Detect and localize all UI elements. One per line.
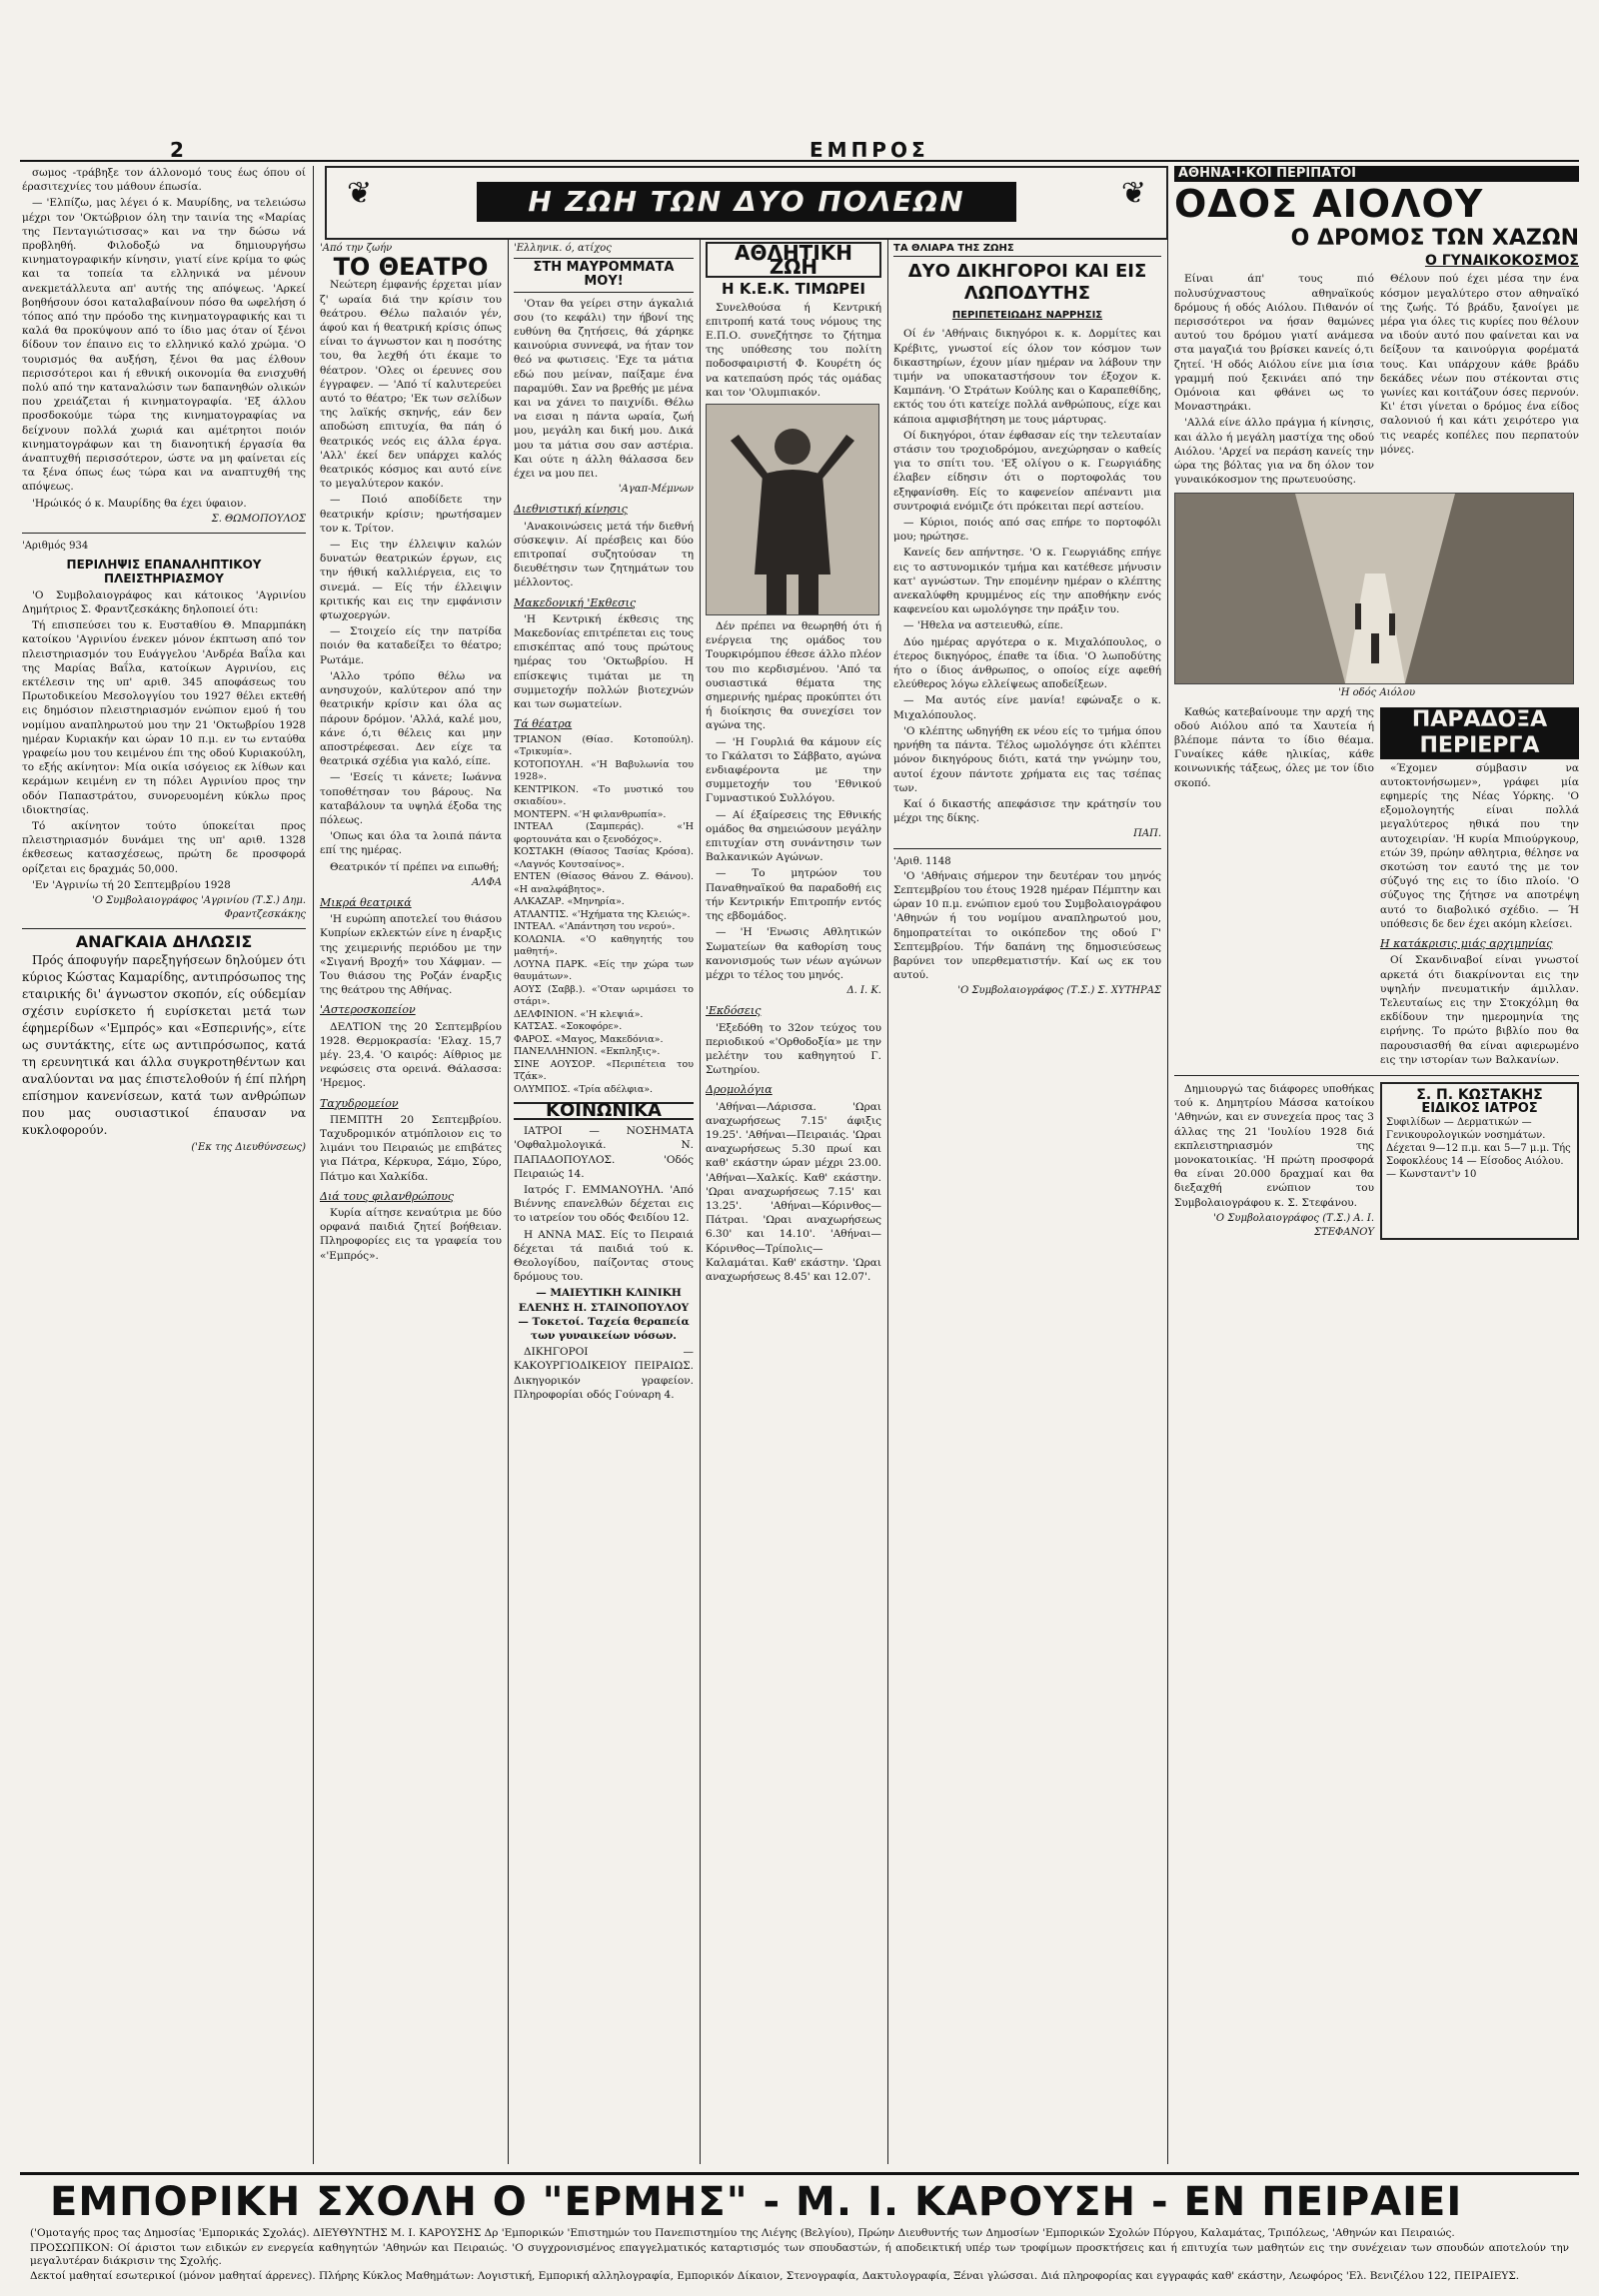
street-photo [1174, 493, 1574, 684]
athlete-photo-image [707, 405, 878, 614]
theatre-item: ΙΝΤΕΑΛ (Σαμπεράς). «'Η φορτουνάτα και ο ξενοδόχος». [514, 821, 694, 845]
article-paragraph: 'Αλλο τρόπο θέλω να ανησυχούν, καλύτερον από την θεατρικήν κρίσιν και όλα ας πάρουν δρόμον. 'Αλλά, καλέ μου, κάνε ό,τι θέλεις και μην αποστρέφεσαι. Δεν είχε τα θεατρικά σχέδια για καλό, είπε. [320, 669, 502, 768]
notice-body: 'Ο 'Αθήναις σήμερον την δευτέραν του μηνός Σεπτεμβρίου του έτους 1928 ημέραν Πέμπτην και ώραν 10 π.μ. ενώπιον εμού του Συμβολαιογράφου 'Αθηνών ή του νομίμου αναπληρωτού μου, δημοπρατείται το οικόπεδον της οδού Γ' Σεπτεμβρίου. Τήν δαπάνη της δημοσιεύσεως βαρύνει τον υπερθεματιστήν. Καί ως εκ του αυτού. [893, 869, 1161, 982]
photo-caption: 'Η οδός Αιόλου [1337, 687, 1416, 699]
theatre-item: ΠΑΝΕΛΛΗΝΙΟΝ. «Εκπληξις». [514, 1046, 661, 1057]
notice-body: Δημιουργώ τας διάφορες υποθήκας τού κ. Δημητρίου Μάσσα κατοίκου 'Αθηνών, και εν συνεχεία προς τας 3 άλλας της 21 'Ιουλίου 1928 διά εκπλειστηριασμόν της μονοκατοικίας. 'Η πρώτη προσφορά θα είναι 20.000 δραχμαί και θα διεξαχθή ενώπιον του Συμβολαιογράφου κ. Σ. Στεφάνου. [1174, 1082, 1374, 1209]
notice-paragraph: Τό ακίνητον τούτο ύποκείται προς πλειστηριασμόν δυνάμει της υπ' αριθ. 1328 έκθεσεως κατασχέσεως, πρώτη δε προσφορά ορίζεται εις δραχμάς 50,000. [22, 819, 306, 875]
article-subtitle: Ο ΔΡΟΜΟΣ ΤΩΝ ΧΑΖΩΝ [1290, 226, 1579, 252]
article-title: ΤΟ ΘΕΑΤΡΟ [333, 253, 489, 282]
article-text-block [1174, 272, 1374, 489]
sidebar-block [1380, 705, 1579, 1069]
notice-paragraph: Τή επισπεύσει του κ. Ευσταθίου Θ. Μπαρμπάκη κατοίκου 'Αγρινίου ένεκεν μόνον έκπτωση από τον πλειστηριασμόν του Ευάγγελου 'Ανδρέα Βαΐλα και της Μαρίας Βαΐλα, κατοίκων Αγρινίου, εις εκτέλεσιν της υπ' αριθ. 345 αποφάσεως του Πρωτοδικείου Μεσολογγίου του 1927 θέλει εκτεθή εις δημόσιον πλειστηριασμόν ενώπιον εμού ή του νομίμου αναπληρωτού μου την 21 'Οκτωβρίου 1928 ημέραν Κυριακήν και ώραν 10 π.μ. εν τω ενταύθα γραφείω μου του κειμένου έπι της οδού Κυριακούλη, το εξής ακίνητον: Μία οικία ισόγειος εκ λίθων και κεράμων κειμένη εν τη πόλει Αγρινίου προς την οδόν Παπαστράτου, συνορευομένη κύκλω προς ιδιοκτησίας. [22, 619, 306, 816]
article-paragraph: Δέν πρέπει να θεωρηθή ότι ή ενέργεια της ομάδος του Τουρκιρόμπου έθεσε άλλο πλέον του πιο κερδισμένου. 'Από τα ουσιαστικά θέματα της σημερινής ημέρας προκύπτει ότι ή διοίκησις θα συνεχίσει τον αγώνα της. [706, 620, 881, 732]
section-title: Ο ΓΥΝΑΙΚΟΚΟΣΜΟΣ [1424, 253, 1579, 270]
doctor-name: Σ. Π. ΚΩΣΤΑΚΗΣ [1416, 1086, 1543, 1103]
doctor-title: ΕΙΔΙΚΟΣ ΙΑΤΡΟΣ [1421, 1101, 1538, 1117]
article-paragraph: Θεατρικόν τί πρέπει να ειπωθή; [330, 860, 500, 873]
subsection-body: Οί Σκανδιναβοί είναι γνωστοί αρκετά ότι διακρίνονται εις την υψηλήν πνευματικήν άμιλλαν. Τελευταίως εις την Στοκχόλμη θα εκδίδουν την ημερομηνία της ειρήνης. Το πρώτο βιβλίο που θα παρουσιασθή θα είναι αφιερωμένο εις την ιστορίαν των Βαλκανίων. [1380, 954, 1579, 1066]
theatre-item: ΜΟΝΤΕΡΝ. «'Η φιλανθρωπία». [514, 808, 667, 820]
section-banner [325, 166, 1168, 240]
social-section-title: ΚΟΙΝΩΝΙΚΑ [514, 1102, 694, 1120]
article-paragraph: Κανείς δεν απήντησε. 'Ο κ. Γεωργιάδης επήγε εις το αστυνομικόν τμήμα και κατέθεσε μήνυσιν κατ' αγνώστων. Την επομένην ημέραν ο κλέπτης ανεκαλύφθη κρυμμένος είς την αποθήκην ενός καφενείου και ωμολόγησε την πράξιν του. [893, 547, 1161, 616]
theatre-item: ΚΟΛΩΝΙΑ. «'Ο καθηγητής του μαθητή». [514, 933, 694, 957]
article-top-row [1174, 272, 1579, 489]
article-text-block [1174, 705, 1374, 1069]
article-text-block [1380, 272, 1579, 489]
notice-paragraph: 'Ο Συμβολαιογράφος και κάτοικος 'Αγρινίου Δημήτριος Σ. Φραντζεσκάκης δηλοποιεί ότι: [22, 588, 306, 615]
theatre-item: ΚΟΣΤΑΚΗ (Θίασος Τασίας Κρόσα). «Λαγνός Κουτσαίνος». [514, 846, 694, 870]
theatre-item: ΑΤΛΑΝΤΙΣ. «'Ηχήματα της Κλειώς». [514, 908, 691, 920]
subsection-body: Κυρία αίτησε κεναύτρια με δύο ορφανά παιδιά ζητεί βοήθειαν. Πληροφορίες εις τα γραφεία του «'Εμπρός». [320, 1207, 502, 1262]
notice-number: 'Αριθμός 934 [22, 541, 89, 553]
page-header [20, 138, 1579, 162]
theatre-item: ΦΑΡΟΣ. «Μαγος, Μακεδόνια». [514, 1033, 664, 1045]
article-paragraph: 'Ο κλέπτης ωδηγήθη εκ νέου είς το τμήμα όπου ηρνήθη τα πάντα. Τέλος ωμολόγησε ότι κλέπτει μόνον δικηγόρους διότι, κατά την γνώμην του, αυτοί έχουν πάντοτε χρήματα εις τας τσέπας των. [893, 724, 1161, 794]
ornament-right-icon: ❦ [1120, 176, 1146, 211]
article-paragraph: — 'Ελπίζω, μας λέγει ό κ. Μαυρίδης, να τελειώσω μέχρι τον 'Οκτώβριον όλη την ταινία της «Μαρίας της Πενταγιώτισσας» και να την δώσω νά προβληθή. Φιλοδοξώ να δημιουργήσω κινηματογραφικήν κίνησιν, γιατί είνε κρίμα το φώς και τα τοπεία τα ελληνικά να μένουν ανεκμετάλλευτα απ' αυτής της απόψεως. 'Αρκεί βοηθήσουν όσοι καταλαβαίνουν πόσο θα ωφελήση ό τόπος από την πρόοδο της κινηματογραφικής και τι καλά θα προκύψουν από το ίδιο μας όταν οί ξένοι δίδουν τον έπαινο εις το ελληνικό καλό χρώμα. 'Ο τουρισμός θα αυξήση, ξένοι θα μας έλθουν περισσότεροι και ή εθνική οικονομία θα ενισχυθή πολύ από την καταναλώσιν των δαπανηθών ολικών που χρειάζεται ή κινηματογραφία. 'Εξ άλλου προσδοκούμε τώρα της κινηματογραφίας να δείχνουν πολλά χωριά και αμέτρητοι ποιόν κινηματογράφων και τη διανοητική έργασία θα άναπτυχθή περισσότερον, ώστε να μη φαίνεται είς τα ξένα όπως έως τώρα και να αναπτυχθή της απόψεως. [22, 197, 306, 494]
notice-signature: 'Ο Συμβολαιογράφος (Τ.Σ.) Α. Ι. ΣΤΕΦΑΝΟΥ [1213, 1212, 1374, 1238]
article-kicker: 'Από την ζωήν [320, 243, 393, 254]
column-divider [887, 240, 888, 2164]
doctor-details: Συφιλίδων — Δερματικών — Γενικουρολογικών νοσημάτων. Δέχεται 9—12 π.μ. και 5—7 μ.μ. Τής Σοφοκλέους 14 — Είσοδος Αιόλου. — Κωνσταντ'ν 10 [1386, 1117, 1571, 1181]
athlete-photo [706, 404, 879, 615]
advertisement-text: Δεκτοί μαθηταί εσωτερικοί (μόνον μαθηταί άρρενες). Πλήρης Κύκλος Μαθημάτων: Λογιστική, Εμπορική αλληλογραφία, Εμπορικόν Δίκαιον, Στενογραφία, Δακτυλογραφία, Ξέναι γλώσσαι. Διά πληροφορίας και εγγραφάς καθ' εκάστην, Λεωφόρος 'Ελ. Βενιζέλου 122, ΠΕΙΡΑΙΕΥΣ. [30, 2270, 1520, 2282]
article-kicker: ΤΑ ΘΛΙΑΡΑ ΤΗΣ ΖΩΗΣ [893, 242, 1161, 257]
section-kicker: ΑΘΗΝΑ·Ι·ΚΟΙ ΠΕΡΙΠΑΤΟΙ [1174, 166, 1579, 182]
article-title: ΑΘΛΗΤΙΚΗ ΖΩΗ [706, 242, 881, 278]
social-item: ΙΑΤΡΟΙ — ΝΟΣΗΜΑΤΑ 'Οφθαλμολογικά. Ν. ΠΑΠΑΔΟΠΟΥΛΟΣ. 'Οδός Πειραιώς 14. [514, 1125, 694, 1180]
article-paragraph: — Εις την έλλειψιν καλών δυνατών θεατρικών έργων, εις την ήθική καλλιέργεια, εις το σινεμά. — Είς τήν έλλειψιν κριτικής και εις την εμφάνισιν φτωχοεργών. [320, 539, 502, 622]
social-item: Η ΑΝΝΑ ΜΑΣ. Είς το Πειραιά δέχεται τά παιδιά τού κ. Θεολογίδου, παίζοντας στους δρόμους του. [514, 1228, 694, 1284]
theatre-item: ΚΕΝΤΡΙΚΟΝ. «Το μυστικό του σκιαδίου». [514, 783, 694, 807]
subsection-title: Ταχυδρομείον [320, 1096, 399, 1110]
notice-number: 'Αριθ. 1148 [893, 855, 951, 867]
poem-title: ΣΤΗ ΜΑΥΡΟΜΜΑΤΑ ΜΟΥ! [514, 258, 694, 292]
subsection-body: ΠΕΜΠΤΗ 20 Σεπτεμβρίου. Ταχυδρομικόν ατμόπλοιον εις το λιμάνι του Πειραιώς με επιβάτες για Πάτρα, Κέρκυρα, Σάμο, Σύρο, Πάτμο και Χαλκίδα. [320, 1113, 502, 1183]
theatre-item: ΣΙΝΕ ΑΟΥΣΟΡ. «Περιπέτεια του Τζάκ». [514, 1058, 694, 1082]
article-paragraph: 'Οπως και όλα τα λοιπά πάντα επί της ημέρας. [320, 830, 502, 857]
subsection-body: ΔΕΛΤΙΟΝ της 20 Σεπτεμβρίου 1928. Θερμοκρασία: 'Ελαχ. 15,7 μέγ. 23,4. 'Ο καιρός: Αίθριος με νεφώσεις στα ορεινά. Θάλασσα: 'Ηρεμος. [320, 1020, 502, 1090]
column-divider [700, 240, 701, 2164]
article-paragraph: — 'Ηθελα να αστειευθώ, είπε. [903, 619, 1063, 632]
article-paragraph: Καθώς κατεβαίνουμε την αρχή της οδού Αιόλου από τα Χαυτεία ή βλέπομε πάντα το ίδιο θέαμα. Γυναίκες κάθε ηλικίας, κάθε κοινωνικής τάξεως, όλες με τον ίδιο σκοπό. [1174, 705, 1374, 789]
article-paragraph: Οί έν 'Αθήναις δικηγόροι κ. κ. Δορμίτες και Κρέβιτς, γνωστοί είς όλον τον κόσμον των δικαστηρίων, έχουν μίαν ημέραν να λάβουν την τιμήν να υποκαταστήσουν τον έξοχον κ. Καμπάνη. 'Ο Στράτων Κούλης και ο Καραπεθίδης, εκτός του ότι κατείχε πολλά ανθρώπους, είχε και κάποια αμφισβήτηση με τους μάρτυρας. [893, 328, 1161, 426]
newspaper-name: ΕΜΠΡΟΣ [809, 138, 929, 162]
theatre-item: ΑΛΚΑΖΑΡ. «Μηνηρία». [514, 896, 625, 907]
article-paragraph: Καί ό δικαστής απεφάσισε την κράτησίν του μέχρι της δίκης. [893, 797, 1161, 825]
poem-body: 'Οταν θα γείρει στην άγκαλιά σου (το κεφάλι) την ήβονί της ευθύνη θα ζητήσεις, θά χάρηκε καινούρια συννεφά, να ήταν τον θεό να φωτισεις. 'Εχε τα μάτια εδώ που μείναν, παίξαμε ένα παραμύθι. Σαν να βρεθής με μένα και να χάνει το παιχνίδι. Θέλω να εισαι η πάντα ωραία, ζωή μου, μεγάλη και δική μου. Δικά μου τα μάτια σου σαν αστέρια. Και ούτε η άλλη θάλασσα δεν έχει να μου πει. [514, 297, 694, 481]
article-paragraph: — 'Η 'Ενωσις Αθλητικών Σωματείων θα καθορίση τους κανονισμούς των νέων αγώνων μέχρι το τέλος του μηνός. [706, 926, 881, 981]
article-paragraph: — Κύριοι, ποιός από σας επήρε το πορτοφόλι μου; ηρώτησε. [893, 517, 1161, 544]
column-3 [514, 242, 694, 2164]
article-paragraph: Συνελθούσα ή Κεντρική επιτροπή κατά τους νόμους της Ε.Π.Ο. συνεζήτησε το ζήτημα της υπόθεσης του πολίτη ποδοσφαιριστή Φ. Κουρέτη ός να κατεπαύση πρός τάς ομάδας και τον 'Ολυμπιακόν. [706, 301, 881, 399]
box-title: ΠΑΡΑΔΟΞΑ ΠΕΡΙΕΡΓΑ [1380, 707, 1579, 759]
article-paragraph: — Μα αυτός είνε μανία! εφώναξε ο κ. Μιχαλόπουλος. [893, 694, 1161, 721]
subsection-title: 'Εκδόσεις [706, 1004, 762, 1018]
column-divider [313, 166, 314, 2164]
social-item: — ΜΑΙΕΥΤΙΚΗ ΚΛΙΝΙΚΗ ΕΛΕΝΗΣ Η. ΣΤΑΙΝΟΠΟΥΛΟΥ — Τοκετοί. Ταχεία θεραπεία των γυναικείων νόσων. [518, 1287, 690, 1343]
article-paragraph: Οί δικηγόροι, όταν έφθασαν είς την τελευταίαν στάσιν του τροχιοδρόμου, ανεχώρησαν ο καθείς για το σπίτι του. 'Εξ ολίγου ο κ. Γεωργιάδης έλαβεν είδησιν ότι ο πορτοφολάς του εξηφανίσθη. Είς το καφενείον απέναντι μια συντροφιά ενόμιζε ότι πρόκειται περί αστείου. [893, 429, 1161, 513]
subsection-title: 'Αστεροσκοπείον [320, 1003, 416, 1017]
subsection-body: 'Η ευρώπη αποτελεί του θιάσου Κυπρίων εκλεκτών είνε η έναρξις της χειμερινής περιόδου με την «Σιγανή Βροχή» του Χάφμαν. — Του θιάσου της Ροζάν έναρξις της θεάτρου της Αθήνας. [320, 913, 502, 997]
theatre-item: ΕΝΤΕΝ (Θίασος Θάνου Ζ. Θάνου). «Η αναλφάβητος». [514, 871, 694, 895]
article-paragraph: Δύο ημέρας αργότερα ο κ. Μιχαλόπουλος, ο έτερος δικηγόρος, έπαθε τα ίδια. 'Ο λωποδύτης ήτο ο ίδιος άνθρωπος, ο οποίος είχε αφεθή ελεύθερος λόγω ελλείψεως αποδείξεων. [893, 635, 1161, 691]
article-title: ΔΥΟ ΔΙΚΗΓΟΡΟΙ ΚΑΙ ΕΙΣ ΛΩΠΟΔΥΤΗΣ [907, 261, 1147, 305]
poem-signature: 'Αγαπ-Μέμνων [618, 484, 694, 496]
article-signature: Δ. Ι. Κ. [846, 985, 881, 997]
advertisement-headline: ΕΜΠΟΡΙΚΗ ΣΧΟΛΗ Ο "ΕΡΜΗΣ" - Μ. Ι. ΚΑΡΟΥΣΗ - ΕΝ ΠΕΙΡΑΙΕΙ [50, 2179, 1463, 2225]
banner-title: Η ΖΩΗ ΤΩΝ ΔΥΟ ΠΟΛΕΩΝ [477, 182, 1016, 222]
column-divider [1167, 166, 1168, 2164]
article-kicker: 'Ελληνικ. ό, ατίχος [514, 243, 612, 254]
column-4 [706, 242, 881, 2164]
divider [22, 928, 306, 929]
divider [893, 848, 1161, 849]
announcement-body: Πρός άποφυγήν παρεξηγήσεων δηλούμεν ότι κύριος Κώστας Καμαρίδης, αντιπρόσωπος της εταιρικής δι' άγνωστον σκοπόν, είς ούδεμίαν σχέσιν ευρίσκετο ή ευρίσκεται μετά των έφημερίδων «'Εμπρός» και «Εσπερινής», είτε ως συντάκτης, είτε ως αντιπρόσωπος, κατά τη ερευνητικά και άλλα συγκροτηθέντων και αναλύονται να μας έπιστελοθούν ή έπί πλήρη επίσημον κανενίσεων, κατά των ανθρώπων που μας ουσιαστικοί έπαυσαν να κυκλοφορούν. [22, 952, 306, 1137]
article-title: ΟΔΟΣ ΑΙΟΛΟΥ [1174, 182, 1484, 227]
page-number: 2 [170, 138, 184, 162]
column-1 [22, 166, 306, 2164]
theatre-item: ΛΟΥΝΑ ΠΑΡΚ. «Είς την χώρα των θαυμάτων». [514, 958, 694, 982]
subsection-body: 'Η Κεντρική έκθεσις της Μακεδονίας επιτρέπεται εις τους επισκέπτας από τους πρώτους ημέρας του 'Οκτωβρίου. Η επίσκεψις τιμάται με τη συμμετοχήν πολλών βιοτεχνών και των σωματείων. [514, 612, 694, 711]
notice-row [1174, 1082, 1579, 1240]
advertisement-text: ΠΡΟΣΩΠΙΚΟΝ: Οί άριστοι των ειδικών εν ενεργεία καθηγητών 'Αθηνών και Πειραιώς. 'Ο συγχρονισμένος επαγγελματικός καταρτισμός των σπουδαστών, ή αποδεικτική υπέρ των τροφίμων προσκτήσεις και ή επιτυχία των μαθητών εις την συνέχειαν των σπουδών αποτελούν την μεγαλυτέραν διάκρισιν της Σχολής. [30, 2242, 1569, 2267]
subsection-body: 'Ανακοινώσεις μετά τήν διεθνή σύσκεψιν. Αί πρέσβεις και δύο επιτροπαί συζητούσαν τη διευθέτησιν των ζητημάτων του μέλλοντος. [514, 520, 694, 589]
theatre-item: ΚΟΤΟΠΟΥΛΗ. «'Η Βαβυλωνία του 1928». [514, 758, 694, 782]
subsection-title: Η κατάκρισις μιάς αρχιμηνίας [1380, 937, 1553, 951]
article-paragraph: — Ποιό αποδίδετε την θεατρικήν κρίσιν; ηρωτήσαμεν τον κ. Τρίτον. [320, 494, 502, 535]
announcement-signature: ('Εκ της Διευθύνσεως) [191, 1141, 306, 1153]
article-signature: ΑΛΦΑ [472, 876, 502, 888]
advertisement-text: ('Ομοταγής προς τας Δημοσίας 'Εμπορικάς Σχολάς). ΔΙΕΥΘΥΝΤΗΣ Μ. Ι. ΚΑΡΟΥΣΗΣ Δρ 'Εμπορικών 'Επιστημών του Πανεπιστημίου της Λιέγης (Βελγίου), Πρώην Διευθυντής των Δημοσίων 'Εμπορικών Σχολών Πύργου, Καλαμάτας, Τριπόλεως, 'Αθηνών και Πειραιώς. [30, 2227, 1455, 2239]
article-paragraph: 'Ηρώικός ό κ. Μαυρίδης θα έχει ύφαιον. [32, 497, 247, 510]
subsection-title: Δρομολόγια [706, 1083, 773, 1097]
article-paragraph: — 'Η Γουρλιά θα κάμουν είς το Γκάλατσι το Σάββατο, αγώνα ενδιαφέροντα με την συμμετοχήν του 'Εθνικού Γυμναστικού Συλλόγου. [706, 735, 881, 805]
column-6 [1174, 166, 1579, 2164]
street-photo-image [1175, 494, 1573, 683]
subsection-title: Διά τους φιλανθρώπους [320, 1189, 455, 1203]
notice-signature: 'Ο Συμβολαιογράφος (Τ.Σ.) Σ. ΧΥΤΗΡΑΣ [957, 985, 1161, 997]
theatre-item: ΑΟΥΣ (Σαββ.). «'Οταν ωριμάσει το στάρι». [514, 983, 694, 1007]
article-paragraph: σωμος -τράβηξε τον άλλονομό τους έως όπου οί έρασιτεχνίες του μάθουν έπωσία. [22, 167, 306, 194]
school-advertisement [20, 2172, 1579, 2285]
social-item: ΔΙΚΗΓΟΡΟΙ — ΚΑΚΟΥΡΓΙΟΔΙΚΕΙΟΥ ΠΕΙΡΑΙΩΣ. Δικηγορικόν γραφείον. Πληροφορίαι οδός Γούναρη 4. [514, 1346, 694, 1401]
article-paragraph: Θέλουν πού έχει μέσα την ένα κόσμον μεγαλύτερο στον αθηναϊκό της ζωής. Τό βράδυ, ξανοίγει με μέρα για όλες τις κυρίες που θέλουν να ιδούν αυτό που φαίνεται και να δείξουν τα καινούργια φορέματά τους. Και υπάρχουν κάθε βράδυ δεκάδες νέων που στέκονται στις γωνίες και κοιτάζουν όσες περνούν. Κι' έτσι γίνεται ο δρόμος ένα είδος σαλονιού ή και κάτι χειρότερο για τις νεαρές κοπέλες που περπατούν μόνες. [1380, 273, 1579, 456]
theatre-item: ΔΕΛΦΙΝΙΟΝ. «'Η κλεψιά». [514, 1008, 644, 1020]
article-paragraph: — 'Εσείς τι κάνετε; Ιωάννα τοποθέτησαν του βάρους. Να καταβάλουν τα υψηλά έξοδα της πόλεως. [320, 771, 502, 826]
subsection-title: Τά θέατρα [514, 717, 573, 731]
theatre-listings [514, 734, 694, 1097]
article-signature: ΠΑΠ. [1133, 828, 1161, 840]
theatre-item: ΤΡΙΑΝΟΝ (Θίασ. Κοτοπούλη). «Τρικυμία». [514, 733, 694, 757]
ornament-left-icon: ❦ [347, 176, 373, 211]
article-paragraph: — Αί έξαίρεσεις της Εθνικής ομάδος θα σημειώσουν μεγάλην επιτυχίαν στη συνάντησιν των Βαλκανικών Αγώνων. [706, 808, 881, 864]
article-subtitle: Η Κ.Ε.Κ. ΤΙΜΩΡΕΙ [722, 280, 865, 299]
theatre-item: ΟΛΥΜΠΟΣ. «Τρία αδέλφια». [514, 1083, 654, 1095]
subsection-title: Μικρά θεατρικά [320, 895, 412, 909]
article-paragraph: — Στοιχείο είς την πατρίδα ποιόν θα καταδείξει το θέατρο; Ρωτάμε. [320, 625, 502, 666]
article-paragraph: 'Αλλά είνε άλλο πράγμα ή κίνησις, και άλλο ή μεγάλη μαστίχα της οδού Αιόλου. 'Αρχεί να περάση κανείς την ώρα της βόλτας για να δη όλον τον γυναικόκοσμον της πρωτευούσης. [1174, 417, 1374, 487]
subsection-title: Διεθνιστική κίνησις [514, 503, 628, 517]
announcement-title: ΑΝΑΓΚΑΙΑ ΔΗΛΩΣΙΣ [75, 932, 253, 952]
article-paragraph: — Το μητρώον του Παναθηναϊκού θα παραδοθή εις τήν Κεντρικήν Επιτροπήν εντός της εβδομάδος. [706, 867, 881, 923]
notice-title: ΠΕΡΙΛΗΨΙΣ ΕΠΑΝΑΛΗΠΤΙΚΟΥ ΠΛΕΙΣΤΗΡΙΑΣΜΟΥ [66, 558, 262, 586]
subsection-title: Μακεδονική 'Εκθεσις [514, 595, 637, 609]
column-2 [320, 242, 502, 2164]
notice-paragraph: 'Εν 'Αγρινίω τή 20 Σεπτεμβρίου 1928 [32, 878, 231, 891]
theatre-item: ΚΑΤΣΑΣ. «Σοκοφόρε». [514, 1021, 623, 1032]
subsection-body: 'Αθήναι—Λάρισσα. 'Ωραι αναχωρήσεως 7.15' άφιξις 19.25'. 'Αθήναι—Πειραιάς. 'Ωραι αναχωρήσεως 5.30 πρωί και καθ' εκάστην ώραν μέχρι 23.00. 'Αθήναι—Χαλκίς. Καθ' εκάστην. 'Ωραι αναχωρήσεως 7.15' και 13.25'. 'Αθήναι—Κόρινθος—Πάτραι. 'Ωραι αναχωρήσεως 6.30' και 14.10'. 'Αθήναι—Κόρινθος—Τρίπολις—Καλαμάται. Καθ' εκάστην. 'Ωραι αναχωρήσεως 8.45' και 12.07'. [706, 1100, 881, 1283]
article-paragraph: Νεώτερη έμφανής έρχεται μίαν ζ' ωραία διά την κρίσιν του θεάτρου. Θέλω παλαιόν γέν, άφού και ή θεατρική κρίσις όπως είναι το άγνωστον και η ποσότης του, θα λεχθή ότι έκαμε το θέατρον. 'Ολες οι έρευνες σου έγγραφεν. — 'Από τί καλυτερεύει αυτό το θέατρο; 'Εκ των σελίδων της λαϊκής σκηνής, εάν δεν αποδώση επιτυχία, θα πάη ό θεατρικός νεός εις άλλα έργα. 'Αλλ' έκεί δεν υπάρχει καλός θεατρικός κόσμος και αυτό είνε το μεγαλύτερον κακόν. [320, 279, 502, 491]
article-paragraph: Είναι άπ' τους πιό πολυσύχναστους αθηναϊκούς δρόμους ή οδός Αιόλου. Πιθανόν οί περισσότεροι να ήσαν θαμώνες αυτού του δρόμου γιατί ανάμεσα στα μαγαζιά του βρίσκει κανείς ό,τι ζητεί. 'Η οδός Αιόλου είνε μια ίσια γραμμή πού ξεκινάει από την Ομόνοια και φθάνει ως το Μοναστηράκι. [1174, 273, 1374, 414]
divider [1174, 1075, 1579, 1076]
column-divider [508, 240, 509, 2164]
subsection-body: 'Εξεδόθη το 32ον τεύχος του περιοδικού «'Ορθοδοξία» με την μελέτην του καθηγητού Γ. Σωτηρίου. [706, 1021, 881, 1077]
article-signature: Σ. ΘΩΜΟΠΟΥΛΟΣ [211, 513, 306, 525]
article-bottom-row [1174, 705, 1579, 1069]
article-subtitle: ΠΕΡΙΠΕΤΕΙΩΔΗΣ ΝΑΡΡΗΣΙΣ [951, 310, 1103, 322]
notice-block [1174, 1082, 1374, 1240]
social-item: Ιατρός Γ. ΕΜΜΑΝΟΥΗΛ. 'Από Βιέννης επανελθών δέχεται εις το ιατρείον του οδός Φειδίου 12. [514, 1184, 694, 1225]
box-body: «Έχομεν σύμβασιν να αυτοκτονήσωμεν», γράφει μία εφημερίς της Νέας Υόρκης. 'Ο εξομολογητής είναι πολλά μεγαλύτερος ηθικά που την αυτοχειρίαν. 'Η κυρία Μπιούργκουρ, ετών 39, πρώην αθλητρια, θέλησε να σκοτώση τον εαυτό της με τον σύζυγό της εις το ίδιο πλοίο. 'Ο σύζυγος της ζήτησε να αποτρέψη αυτό το διαβολικό σχέδιο. — Ή υπόθεσις δε δεν έχει ακόμη κλείσει. [1380, 761, 1579, 930]
notice-signature: 'Ο Συμβολαιογράφος 'Αγρινίου (Τ.Σ.) Δημ. Φραντζεσκάκης [91, 894, 306, 921]
theatre-item: ΙΝΤΕΑΛ. «'Απάντηση του νερού». [514, 921, 676, 932]
column-5 [893, 242, 1161, 2164]
divider [22, 533, 306, 534]
doctor-ad [1380, 1082, 1579, 1240]
